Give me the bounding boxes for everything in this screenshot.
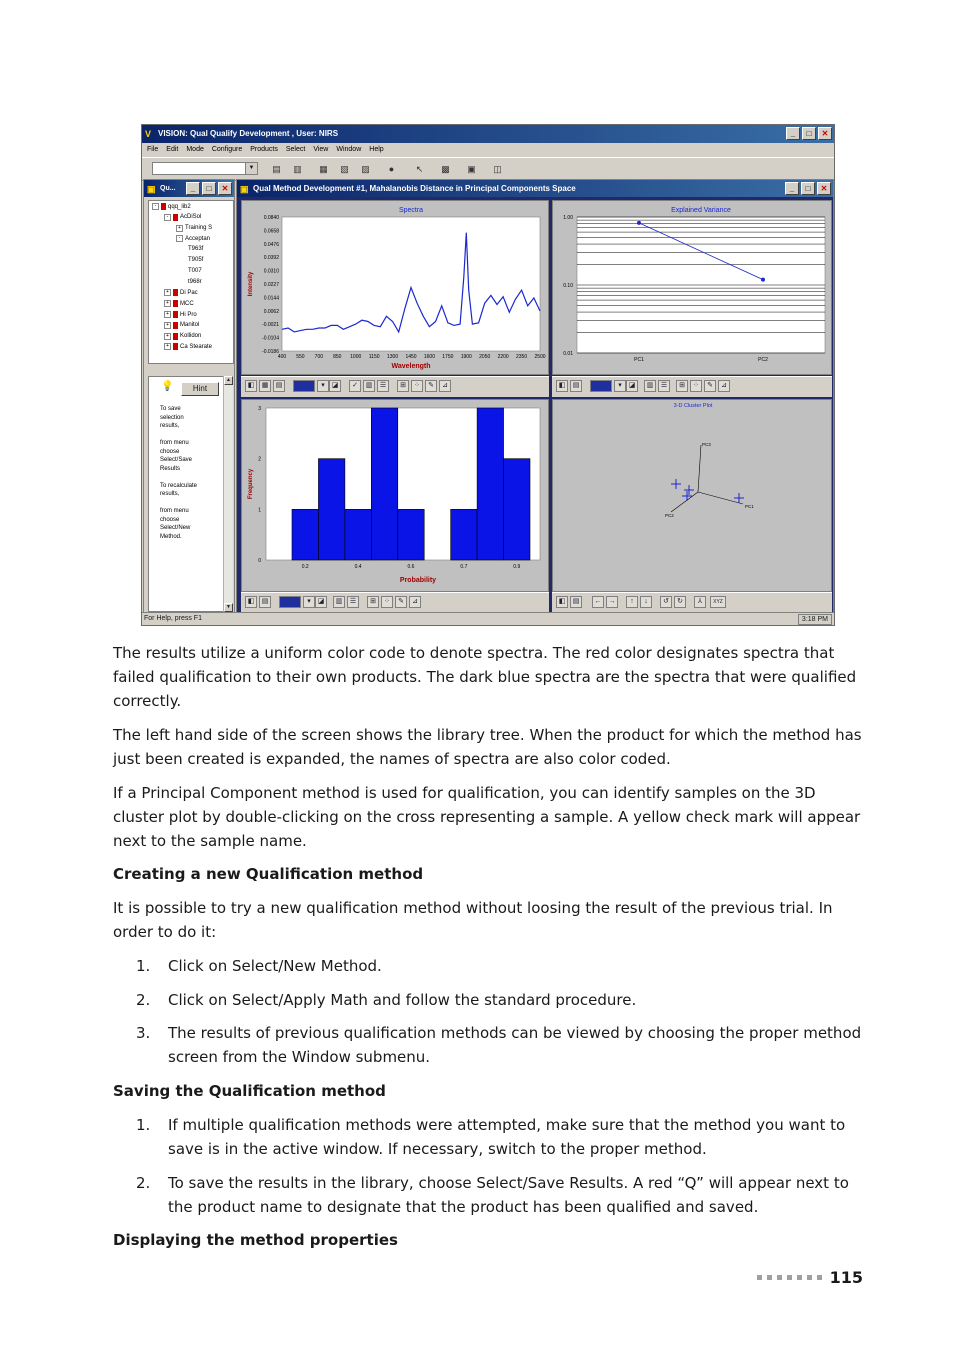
zoom-icon[interactable]: ◪ xyxy=(626,380,638,392)
application-screenshot xyxy=(141,124,835,626)
dropdown-icon[interactable]: ▾ xyxy=(303,596,315,608)
zoom-icon[interactable]: ◪ xyxy=(315,596,327,608)
paragraph-color-code: The results utilize a uniform color code to denote spectra. The red color designates spectra that failed qualification to their own products. The dark blue spectra are the spectra that were qualified correctly. xyxy=(113,644,857,710)
histogram-bar xyxy=(318,459,344,560)
y-tick-label: -0.0186 xyxy=(262,349,279,355)
y-tick-label: 1 xyxy=(258,507,261,514)
chart-icon[interactable]: ⊿ xyxy=(409,596,421,608)
tree-item-label: Kollidon xyxy=(180,333,202,340)
tree-item[interactable] xyxy=(164,214,201,221)
tree-item[interactable] xyxy=(164,311,197,318)
tree-item[interactable] xyxy=(188,246,203,252)
y-tick-label: 0.0062 xyxy=(263,308,279,315)
book-icon xyxy=(173,289,178,296)
axis-label: PC2 xyxy=(665,513,674,518)
menu-bar xyxy=(142,143,834,157)
scroll-down-icon[interactable]: ▼ xyxy=(224,603,233,612)
y-tick-label: 0.0658 xyxy=(263,228,279,235)
hint-line: Results xyxy=(160,465,181,472)
status-time: 3:18 PM xyxy=(798,614,832,625)
y-tick-label: 0.0392 xyxy=(263,255,279,262)
paragraph-new-method: It is possible to try a new qualification method without loosing the result of the previous trial. In order to do it: xyxy=(113,899,833,941)
hint-line: results, xyxy=(160,423,180,429)
tree-item-label: T905f xyxy=(188,257,204,263)
method-title: Qual Method Development #1, Mahalanobis Distance in Principal Components Space xyxy=(253,184,576,193)
x-tick-label: 700 xyxy=(314,354,324,360)
hint-line: from menu xyxy=(160,440,189,446)
open-icon[interactable]: ▥ xyxy=(293,163,302,174)
status-text: For Help, press F1 xyxy=(144,615,202,622)
method-titlebar xyxy=(237,180,833,197)
x-tick-label: 1450 xyxy=(405,354,417,360)
arrow-up-icon[interactable]: ↑ xyxy=(626,596,638,608)
y-tick-label: 0.0227 xyxy=(263,282,279,288)
book-icon xyxy=(173,333,178,340)
library-window xyxy=(143,179,235,613)
x-tick-label: 2200 xyxy=(497,354,509,360)
tree-item-label: Acceptan xyxy=(185,235,211,242)
folder-icon[interactable]: ▧ xyxy=(340,163,349,174)
x-tick-label: 1000 xyxy=(350,354,362,360)
main-toolbar xyxy=(142,157,834,181)
book-icon xyxy=(173,311,178,318)
axis-line xyxy=(671,492,698,512)
hint-line xyxy=(160,431,220,440)
footer-dots xyxy=(757,1275,822,1280)
library-icon: ▣ xyxy=(147,184,156,194)
points-icon[interactable]: ⁘ xyxy=(411,380,423,392)
rotate-right-icon[interactable]: ↻ xyxy=(674,596,686,608)
x-tick-label: 400 xyxy=(277,354,287,360)
method-window xyxy=(236,179,834,613)
heading-method-properties: Displaying the method properties xyxy=(113,1231,398,1249)
chart-title: Explained Variance xyxy=(671,207,731,214)
tree-item-label: T963f xyxy=(188,246,204,253)
tree-item-label: Ca Stearate xyxy=(180,343,213,350)
tree-item[interactable] xyxy=(164,289,198,296)
menu-mode[interactable]: Mode xyxy=(186,146,204,153)
dropdown-icon[interactable]: ▾ xyxy=(317,380,329,392)
rotate-left-icon[interactable]: ↺ xyxy=(660,596,672,608)
histogram-chart[interactable] xyxy=(242,400,549,592)
histogram-bar xyxy=(451,509,477,560)
library-title: Qu... xyxy=(160,185,176,192)
app-titlebar xyxy=(142,125,834,143)
histogram-bar xyxy=(292,509,318,560)
plot-area xyxy=(282,217,540,351)
zoom-icon[interactable]: ◪ xyxy=(329,380,341,392)
histogram-bar xyxy=(398,509,424,560)
variance-point xyxy=(637,221,641,225)
axis-icon[interactable]: ⊞ xyxy=(397,380,409,392)
chart-title: Spectra xyxy=(398,207,424,214)
variance-chart-pane xyxy=(552,200,832,375)
book-icon xyxy=(173,322,178,329)
list-icon[interactable]: ☰ xyxy=(377,380,389,392)
expand-icon[interactable]: + xyxy=(164,311,171,318)
y-tick-label: 2 xyxy=(258,456,261,463)
histogram-bar xyxy=(504,459,530,560)
y-tick-label: 0.01 xyxy=(563,351,573,357)
library-minimize-button[interactable]: _ xyxy=(186,182,200,195)
hint-line: Select/New xyxy=(160,525,191,531)
hint-line: selection xyxy=(160,414,184,421)
hint-button[interactable]: Hint xyxy=(181,382,219,396)
tree-item[interactable] xyxy=(164,333,201,340)
stop-icon[interactable]: ● xyxy=(388,164,395,174)
copy-icon[interactable]: ◧ xyxy=(556,380,568,392)
histogram-toolbar xyxy=(241,592,549,613)
cluster-chart[interactable] xyxy=(553,400,832,592)
menu-edit[interactable]: Edit xyxy=(166,146,179,153)
hint-line: results, xyxy=(160,491,180,497)
collapse-icon[interactable]: - xyxy=(152,203,159,210)
print-icon[interactable]: ▤ xyxy=(259,596,271,608)
book-icon xyxy=(173,300,178,307)
color-icon[interactable] xyxy=(293,380,315,392)
x-tick-label: 0.9 xyxy=(513,564,521,570)
method-icon: ▣ xyxy=(240,184,249,194)
axis-icon[interactable]: ⊞ xyxy=(676,380,688,392)
hint-text xyxy=(160,405,220,541)
x-tick-label: 1900 xyxy=(460,354,472,360)
arrow-down-icon[interactable]: ↓ xyxy=(640,596,652,608)
library-titlebar xyxy=(144,180,234,197)
library-tree[interactable] xyxy=(148,200,234,364)
list-icon[interactable]: ☰ xyxy=(658,380,670,392)
y-tick-label: 0.0144 xyxy=(263,295,279,302)
status-bar xyxy=(142,612,834,625)
x-axis-label: Probability xyxy=(399,577,437,584)
print-icon[interactable]: ▤ xyxy=(570,380,582,392)
variance-chart[interactable] xyxy=(553,201,832,375)
book-icon xyxy=(161,203,166,210)
tree-item-label: T007 xyxy=(188,267,202,274)
close-button[interactable]: ✕ xyxy=(818,127,832,140)
color-icon[interactable] xyxy=(279,596,301,608)
hint-line xyxy=(160,473,220,482)
expand-icon[interactable]: + xyxy=(176,225,183,232)
expand-icon[interactable]: + xyxy=(164,322,171,329)
y-tick-label: 0.0840 xyxy=(263,215,279,221)
hint-pane xyxy=(148,376,224,612)
axes-icon[interactable]: ⅄ xyxy=(694,596,706,608)
method-close-button[interactable]: ✕ xyxy=(817,182,831,195)
bars-icon[interactable]: ▥ xyxy=(333,596,345,608)
collapse-icon[interactable]: - xyxy=(176,235,183,242)
print-setup-icon[interactable]: ▦ xyxy=(319,163,328,174)
spectra-chart-pane xyxy=(241,200,549,375)
copy-icon[interactable]: ◧ xyxy=(245,596,257,608)
hint-line: Method. xyxy=(160,533,182,540)
x-tick-label: 1300 xyxy=(387,354,399,360)
chart-title: 3-D Cluster Plot xyxy=(673,403,713,409)
tree-item[interactable] xyxy=(164,322,199,329)
tree-item-label: Di Pac xyxy=(180,289,198,296)
cluster-chart-pane xyxy=(552,399,832,592)
chart-icon[interactable]: ⊿ xyxy=(439,380,451,392)
library-close-button[interactable]: ✕ xyxy=(218,182,232,195)
properties-icon[interactable]: ▣ xyxy=(467,163,476,174)
heading-save-method: Saving the Qualification method xyxy=(113,1082,386,1100)
expand-icon[interactable]: + xyxy=(164,289,171,296)
x-tick-label: 2350 xyxy=(516,354,528,360)
x-tick-label: 1600 xyxy=(423,354,435,360)
y-axis-label: Frequency xyxy=(248,468,254,500)
app-title: VISION: Qual Qualify Development , User: NIRS xyxy=(158,129,339,138)
print-icon[interactable]: ▤ xyxy=(570,596,582,608)
tree-item-label: Training S xyxy=(185,225,213,232)
paragraph-library-tree: The left hand side of the screen shows the library tree. When the product for which the method has just been created is expanded, the names of spectra are also color coded. xyxy=(113,726,862,768)
y-tick-label: -0.0104 xyxy=(262,335,279,342)
x-tick-label: 1150 xyxy=(368,354,380,360)
help-pointer-icon[interactable]: ↖ xyxy=(415,163,424,174)
x-axis-label: Wavelength xyxy=(391,363,431,370)
expand-icon[interactable]: + xyxy=(164,333,171,340)
tree-item[interactable] xyxy=(176,235,210,242)
tree-item-label: Hi Pro xyxy=(180,311,197,318)
chart-icon[interactable]: ⊿ xyxy=(718,380,730,392)
histogram-bar xyxy=(371,408,397,560)
tree-item-label: Manitol xyxy=(180,322,200,329)
spectra-toolbar xyxy=(241,376,549,397)
copy-icon[interactable]: ◧ xyxy=(245,380,257,392)
save-icon[interactable]: ▨ xyxy=(361,163,370,174)
menu-select[interactable]: Select xyxy=(285,146,306,153)
histogram-chart-pane xyxy=(241,399,549,592)
menu-view[interactable]: View xyxy=(313,146,329,153)
method-maximize-button[interactable]: □ xyxy=(801,182,815,195)
x-tick-label: PC2 xyxy=(758,357,768,363)
dsp-icon[interactable]: ◫ xyxy=(493,163,502,174)
paragraph-cluster-plot: If a Principal Component method is used for qualification, you can identify samples on the 3D cluster plot by double-clicking on the cross representing a sample. A yellow check mark will appear next to the sample name. xyxy=(113,784,861,850)
copy-icon[interactable]: ◧ xyxy=(556,596,568,608)
lightbulb-icon: 💡 xyxy=(161,381,174,392)
hint-scrollbar[interactable] xyxy=(223,376,233,612)
bars-icon[interactable]: ▥ xyxy=(644,380,656,392)
hint-line: To save xyxy=(160,406,181,412)
histogram-bar xyxy=(477,408,503,560)
hint-line: choose xyxy=(160,516,180,523)
cluster-toolbar xyxy=(552,592,832,613)
spectra-chart[interactable] xyxy=(242,201,549,375)
chevron-down-icon[interactable]: ▼ xyxy=(245,163,257,174)
pencil-icon[interactable]: ✎ xyxy=(425,380,437,392)
expand-icon[interactable]: + xyxy=(164,300,171,307)
tree-item-label: MCC xyxy=(180,300,194,307)
tree-item-label: AcDiSol xyxy=(180,214,202,221)
x-tick-label: 2500 xyxy=(534,354,546,360)
x-tick-label: 550 xyxy=(296,354,305,360)
y-tick-label: 0.10 xyxy=(563,283,573,289)
x-tick-label: 0.4 xyxy=(354,564,362,570)
vision-logo-icon: V xyxy=(145,129,152,139)
axis-label: PC3 xyxy=(702,442,711,447)
page-number: 115 xyxy=(829,1268,863,1287)
hint-line: from menu xyxy=(160,508,189,514)
hint-line: choose xyxy=(160,448,180,455)
x-tick-label: 2050 xyxy=(479,354,491,360)
library-maximize-button[interactable]: □ xyxy=(202,182,216,195)
hint-line: Select/Save xyxy=(160,457,193,463)
tree-item[interactable] xyxy=(164,343,212,350)
y-tick-label: 0.0310 xyxy=(263,268,279,275)
menu-window[interactable]: Window xyxy=(336,146,362,153)
tree-item[interactable] xyxy=(176,225,212,232)
expand-icon[interactable]: + xyxy=(164,343,171,350)
y-tick-label: 3 xyxy=(258,406,261,412)
collapse-icon[interactable]: - xyxy=(164,214,171,221)
page-footer xyxy=(757,1268,863,1287)
x-tick-label: 0.7 xyxy=(460,564,468,570)
method-minimize-button[interactable]: _ xyxy=(785,182,799,195)
tree-item-label: qqq_lib2 xyxy=(168,203,191,210)
points-icon[interactable]: ⁘ xyxy=(690,380,702,392)
xyz-icon[interactable]: XYZ xyxy=(710,596,726,608)
menu-configure[interactable]: Configure xyxy=(211,146,243,153)
book-icon xyxy=(173,214,178,221)
y-tick-label: 0.0476 xyxy=(263,241,279,248)
dropdown-icon[interactable]: ▾ xyxy=(614,380,626,392)
arrow-right-icon[interactable]: → xyxy=(606,596,618,608)
grid-icon[interactable]: ▦ xyxy=(259,380,271,392)
x-tick-label: 0.6 xyxy=(407,564,415,570)
y-tick-label: 0 xyxy=(258,558,261,564)
printer-icon[interactable]: ▩ xyxy=(441,163,450,174)
pencil-icon[interactable]: ✎ xyxy=(704,380,716,392)
variance-point xyxy=(761,278,765,282)
variance-toolbar xyxy=(552,376,832,397)
x-tick-label: PC1 xyxy=(634,357,644,363)
tree-item-label: t968r xyxy=(188,278,202,285)
tree-item[interactable] xyxy=(152,203,191,210)
tree-item[interactable] xyxy=(164,300,194,307)
histogram-bar xyxy=(345,509,371,560)
x-tick-label: 1750 xyxy=(442,354,454,360)
tree-item[interactable] xyxy=(188,268,202,274)
y-axis-label: Intensity xyxy=(248,271,254,297)
bars-icon[interactable]: ▥ xyxy=(363,380,375,392)
x-tick-label: 850 xyxy=(333,354,342,360)
tree-item[interactable] xyxy=(188,257,203,263)
heading-create-method: Creating a new Qualification method xyxy=(113,865,424,883)
color-icon[interactable] xyxy=(590,380,612,392)
scroll-up-icon[interactable]: ▲ xyxy=(224,376,233,385)
axis-line xyxy=(698,445,701,492)
pencil-icon[interactable]: ✎ xyxy=(395,596,407,608)
menu-file[interactable]: File xyxy=(147,146,159,153)
menu-products[interactable]: Products xyxy=(250,146,278,153)
minimize-button[interactable]: _ xyxy=(786,127,800,140)
hint-line: To recalculate xyxy=(160,482,198,489)
y-tick-label: 1.00 xyxy=(563,215,573,221)
axis-label: PC1 xyxy=(745,504,754,509)
maximize-button[interactable]: □ xyxy=(802,127,816,140)
tree-item[interactable] xyxy=(188,279,202,285)
book-icon xyxy=(173,343,178,350)
arrow-left-icon[interactable]: ← xyxy=(592,596,604,608)
points-icon[interactable]: ⁘ xyxy=(381,596,393,608)
print-icon[interactable]: ▤ xyxy=(273,380,285,392)
y-tick-label: -0.0021 xyxy=(262,322,279,329)
new-icon[interactable]: ▤ xyxy=(272,163,281,174)
x-tick-label: 0.2 xyxy=(301,564,309,570)
hint-line xyxy=(160,499,220,508)
axis-icon[interactable]: ⊞ xyxy=(367,596,379,608)
check-icon[interactable]: ✓ xyxy=(349,380,361,392)
product-select[interactable] xyxy=(152,162,258,175)
list-icon[interactable]: ☰ xyxy=(347,596,359,608)
menu-help[interactable]: Help xyxy=(369,146,384,153)
